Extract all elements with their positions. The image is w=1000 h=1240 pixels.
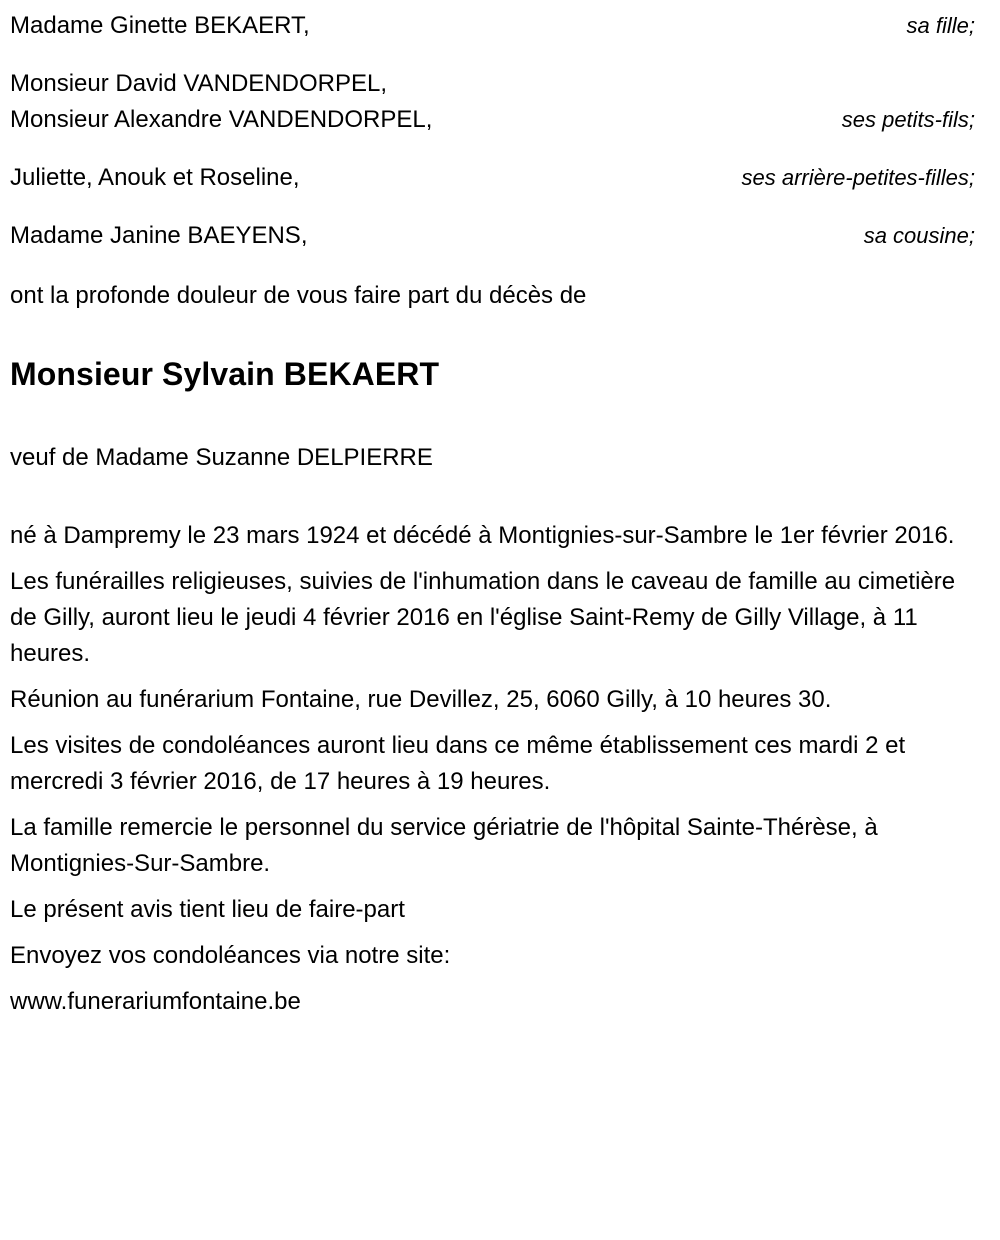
thanks-paragraph: La famille remercie le personnel du service gériatrie de l'hôpital Sainte-Thérèse, à Montignies-Sur-Sambre. xyxy=(10,814,878,877)
family-member-name: Monsieur Alexandre VANDENDORPEL, xyxy=(10,106,433,133)
family-member-name: Juliette, Anouk et Roseline, xyxy=(10,164,300,191)
family-relation-label: sa fille; xyxy=(906,13,975,38)
website-line[interactable]: www.funerariumfontaine.be xyxy=(10,988,301,1015)
family-block xyxy=(10,8,975,254)
family-group-cousin xyxy=(10,218,975,254)
announcement-line: ont la profonde douleur de vous faire part du décès de xyxy=(10,282,587,309)
family-names xyxy=(10,160,300,196)
condolences-invite-paragraph: Envoyez vos condoléances via notre site: xyxy=(10,942,451,969)
family-member-name: Madame Ginette BEKAERT, xyxy=(10,12,310,39)
faire-part-paragraph: Le présent avis tient lieu de faire-part xyxy=(10,896,405,923)
family-relation-label: ses arrière-petites-filles; xyxy=(741,165,975,190)
family-names xyxy=(10,218,307,254)
family-relation-label: sa cousine; xyxy=(863,223,975,248)
family-group-great-granddaughters xyxy=(10,160,975,196)
family-group-daughter xyxy=(10,8,975,44)
deceased-name: Monsieur Sylvain BEKAERT xyxy=(10,356,440,392)
family-names xyxy=(10,66,432,138)
condolence-visits-paragraph: Les visites de condoléances auront lieu dans ce même établissement ces mardi 2 et mercredi 3 février 2016, de 17 heures à 19 heures. xyxy=(10,732,906,795)
family-member-name: Madame Janine BAEYENS, xyxy=(10,222,308,249)
birth-death-paragraph: né à Dampremy le 23 mars 1924 et décédé à Montignies-sur-Sambre le 1er février 2016. xyxy=(10,522,955,549)
funeral-service-paragraph: Les funérailles religieuses, suivies de l'inhumation dans le caveau de famille au cimetière de Gilly, auront lieu le jeudi 4 février 2016 en l'église Saint-Remy de Gilly Village, à 11 heures. xyxy=(10,568,956,667)
notice-body xyxy=(10,518,975,1020)
gathering-paragraph: Réunion au funérarium Fontaine, rue Devillez, 25, 6060 Gilly, à 10 heures 30. xyxy=(10,686,832,713)
family-relation-label: ses petits-fils; xyxy=(841,107,975,132)
spouse-line: veuf de Madame Suzanne DELPIERRE xyxy=(10,444,433,471)
family-group-grandsons xyxy=(10,66,975,138)
family-member-name: Monsieur David VANDENDORPEL, xyxy=(10,70,388,97)
family-names xyxy=(10,8,310,44)
